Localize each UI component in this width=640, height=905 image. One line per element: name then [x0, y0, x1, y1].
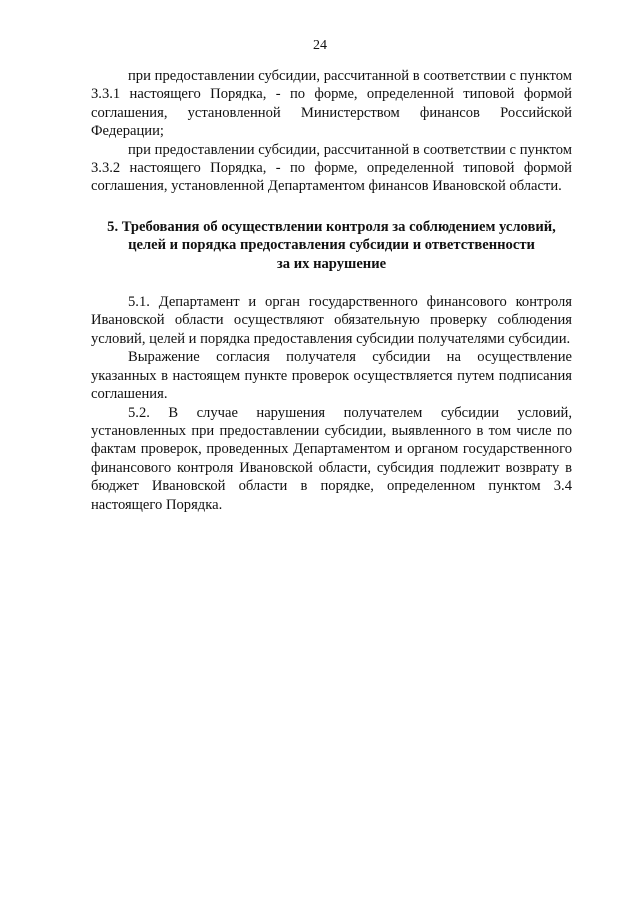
section-heading-line: целей и порядка предоставления субсидии и ответственности [128, 237, 535, 254]
page-number: 24 [313, 38, 327, 53]
section-heading-line: 5. Требования об осуществлении контроля за соблюдением условий, [107, 218, 556, 235]
paragraph-subsidy-3-3-2: при предоставлении субсидии, рассчитанной в соответствии с пунктом 3.3.2 настоящего Порядка, - по форме, определенной типовой формой соглашения, установленной Департаментом финансов Ивановской области. [91, 141, 572, 195]
paragraph-subsidy-3-3-1: при предоставлении субсидии, рассчитанной в соответствии с пунктом 3.3.1 настоящего Порядка, - по форме, определенной типовой формой соглашения, установленной Министерством финансов Российской Федерации; [91, 68, 572, 140]
section-5-heading [91, 218, 572, 273]
paragraph-consent: Выражение согласия получателя субсидии на осуществление указанных в настоящем пункте проверок осуществляется путем подписания соглашения. [91, 349, 572, 403]
paragraph-5-2: 5.2. В случае нарушения получателем субсидии условий, установленных при предоставлении субсидии, выявленного в том числе по фактам проверок, проведенных Департаментом и органом государственного финансового контроля Ивановской области, субсидия подлежит возврату в бюджет Ивановской области в порядке, определенном пунктом 3.4 настоящего Порядка. [91, 404, 572, 513]
document-body [91, 67, 572, 514]
section-heading-line: за их нарушение [276, 255, 387, 272]
paragraph-5-1: 5.1. Департамент и орган государственного финансового контроля Ивановской области осуществляют обязательную проверку соблюдения условий, целей и порядка предоставления субсидии получателями субсидии. [91, 294, 572, 347]
